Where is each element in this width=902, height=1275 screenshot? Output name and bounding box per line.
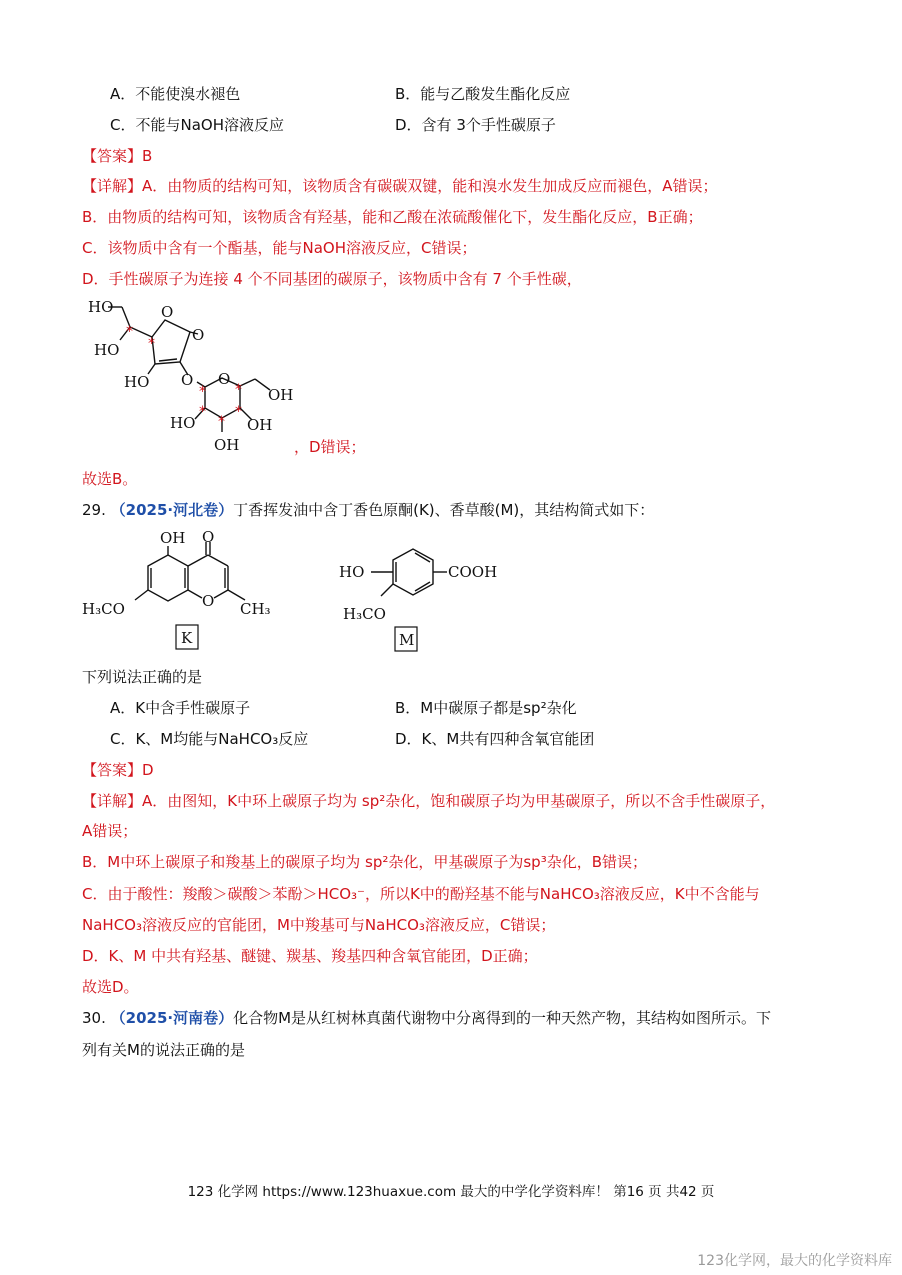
k-label: K [181, 629, 193, 647]
q29-source: （2025·河北卷） [110, 501, 234, 519]
k-atom: H₃CO [82, 600, 125, 618]
q28-detail-b: B．由物质的结构可知，该物质含有羟基，能和乙酸在浓硫酸催化下，发生酯化反应，B正确； [82, 208, 703, 226]
chiral-star: * [126, 324, 133, 340]
detail-text: A．由图知，K中环上碳原子均为 sp²杂化，饱和碳原子均为甲基碳原子，所以不含手性碳原子， [142, 792, 776, 810]
mol-label: OH [268, 386, 294, 404]
q28-option-d: D．含有 3个手性碳原子 [395, 116, 556, 134]
q29-option-a: A．K中含手性碳原子 [110, 699, 251, 717]
m-atom: COOH [448, 563, 498, 581]
mol-label: O [192, 326, 205, 344]
watermark: 123化学网，最大的化学资料库 [697, 1253, 892, 1269]
q28-conclusion: 故选B。 [82, 470, 138, 488]
q28-detail-a [82, 176, 718, 196]
k-atom: OH [160, 529, 186, 547]
chiral-star: * [218, 414, 225, 430]
mol-label: HO [170, 414, 196, 432]
q30-stem-line2: 列有关M的说法正确的是 [82, 1041, 245, 1059]
answer-value: B [142, 147, 153, 165]
k-atom: CH₃ [240, 600, 271, 618]
mol-label: HO [94, 341, 120, 359]
detail-text: A．由物质的结构可知，该物质含有碳碳双键，能和溴水发生加成反应而褪色，A错误； [142, 177, 718, 195]
mol-label: O [181, 371, 194, 389]
mol-label: O [161, 303, 174, 321]
q30-stem-text: 化合物M是从红树林真菌代谢物中分离得到的一种天然产物，其结构如图所示。下 [233, 1009, 772, 1027]
q28-detail-d: D．手性碳原子为连接 4 个不同基团的碳原子，该物质中含有 7 个手性碳， [82, 270, 582, 288]
page-footer: 123 化学网 https://www.123huaxue.com 最大的中学化学资料库！ 第16 页 共42 页 [187, 1184, 715, 1200]
q29-detail-a1 [82, 791, 775, 811]
q29-number: 29. [82, 501, 106, 519]
q29-detail-d: D．K、M 中共有羟基、醚键、羰基、羧基四种含氧官能团，D正确； [82, 947, 538, 965]
chiral-star: * [235, 382, 242, 398]
answer-tag: 【答案】 [82, 147, 143, 165]
answer-value: D [142, 761, 154, 779]
mol-label: HO [88, 298, 114, 316]
chiral-star: * [199, 384, 206, 400]
mol-label: OH [247, 416, 273, 434]
compound-k-structure [80, 528, 280, 656]
chiral-star: * [148, 336, 155, 352]
q29-detail-c1: C．由于酸性：羧酸＞碳酸＞苯酚＞HCO₃⁻，所以K中的酚羟基不能与NaHCO₃溶液反应，K中不含能与 [82, 885, 760, 903]
mol-label: OH [214, 436, 240, 454]
q29-detail-c2: NaHCO₃溶液反应的官能团，M中羧基可与NaHCO₃溶液反应，C错误； [82, 916, 556, 934]
q29-detail-b: B．M中环上碳原子和羧基上的碳原子均为 sp²杂化，甲基碳原子为sp³杂化，B错误； [82, 853, 647, 871]
detail-tag: 【详解】 [82, 792, 143, 810]
q29-stem [82, 500, 654, 520]
q30-stem-line1 [82, 1008, 771, 1028]
q29-option-d: D．K、M共有四种含氧官能团 [395, 730, 595, 748]
k-atom: O [202, 592, 215, 610]
compound-m-structure [335, 540, 535, 655]
mol-label: O [218, 370, 231, 388]
answer-tag: 【答案】 [82, 761, 143, 779]
q28-option-c: C．不能与NaOH溶液反应 [110, 116, 284, 134]
q29-detail-a2: A错误； [82, 822, 138, 840]
q28-option-b: B．能与乙酸发生酯化反应 [395, 85, 571, 103]
q29-conclusion: 故选D。 [82, 978, 139, 996]
q29-prompt: 下列说法正确的是 [82, 668, 203, 686]
q28-option-a: A．不能使溴水褪色 [110, 85, 241, 103]
q30-source: （2025·河南卷） [110, 1009, 234, 1027]
m-atom: H₃CO [343, 605, 386, 623]
detail-tag: 【详解】 [82, 177, 143, 195]
mol-label: HO [124, 373, 150, 391]
q28-answer [82, 146, 152, 166]
q28-molecule-structure [80, 292, 310, 462]
k-atom: O [202, 528, 215, 546]
q29-option-b: B．M中碳原子都是sp²杂化 [395, 699, 577, 717]
q29-option-c: C．K、M均能与NaHCO₃反应 [110, 730, 309, 748]
q29-answer [82, 760, 154, 780]
chiral-star: * [199, 404, 206, 420]
m-atom: HO [339, 563, 365, 581]
q30-number: 30. [82, 1009, 106, 1027]
chiral-star: * [235, 404, 242, 420]
q28-detail-d-end: ，D错误； [294, 438, 366, 456]
q29-stem-text: 丁香挥发油中含丁香色原酮(K)、香草酸(M)，其结构简式如下： [233, 501, 655, 519]
q28-detail-c: C．该物质中含有一个酯基，能与NaOH溶液反应，C错误； [82, 239, 477, 257]
m-label: M [399, 631, 415, 649]
